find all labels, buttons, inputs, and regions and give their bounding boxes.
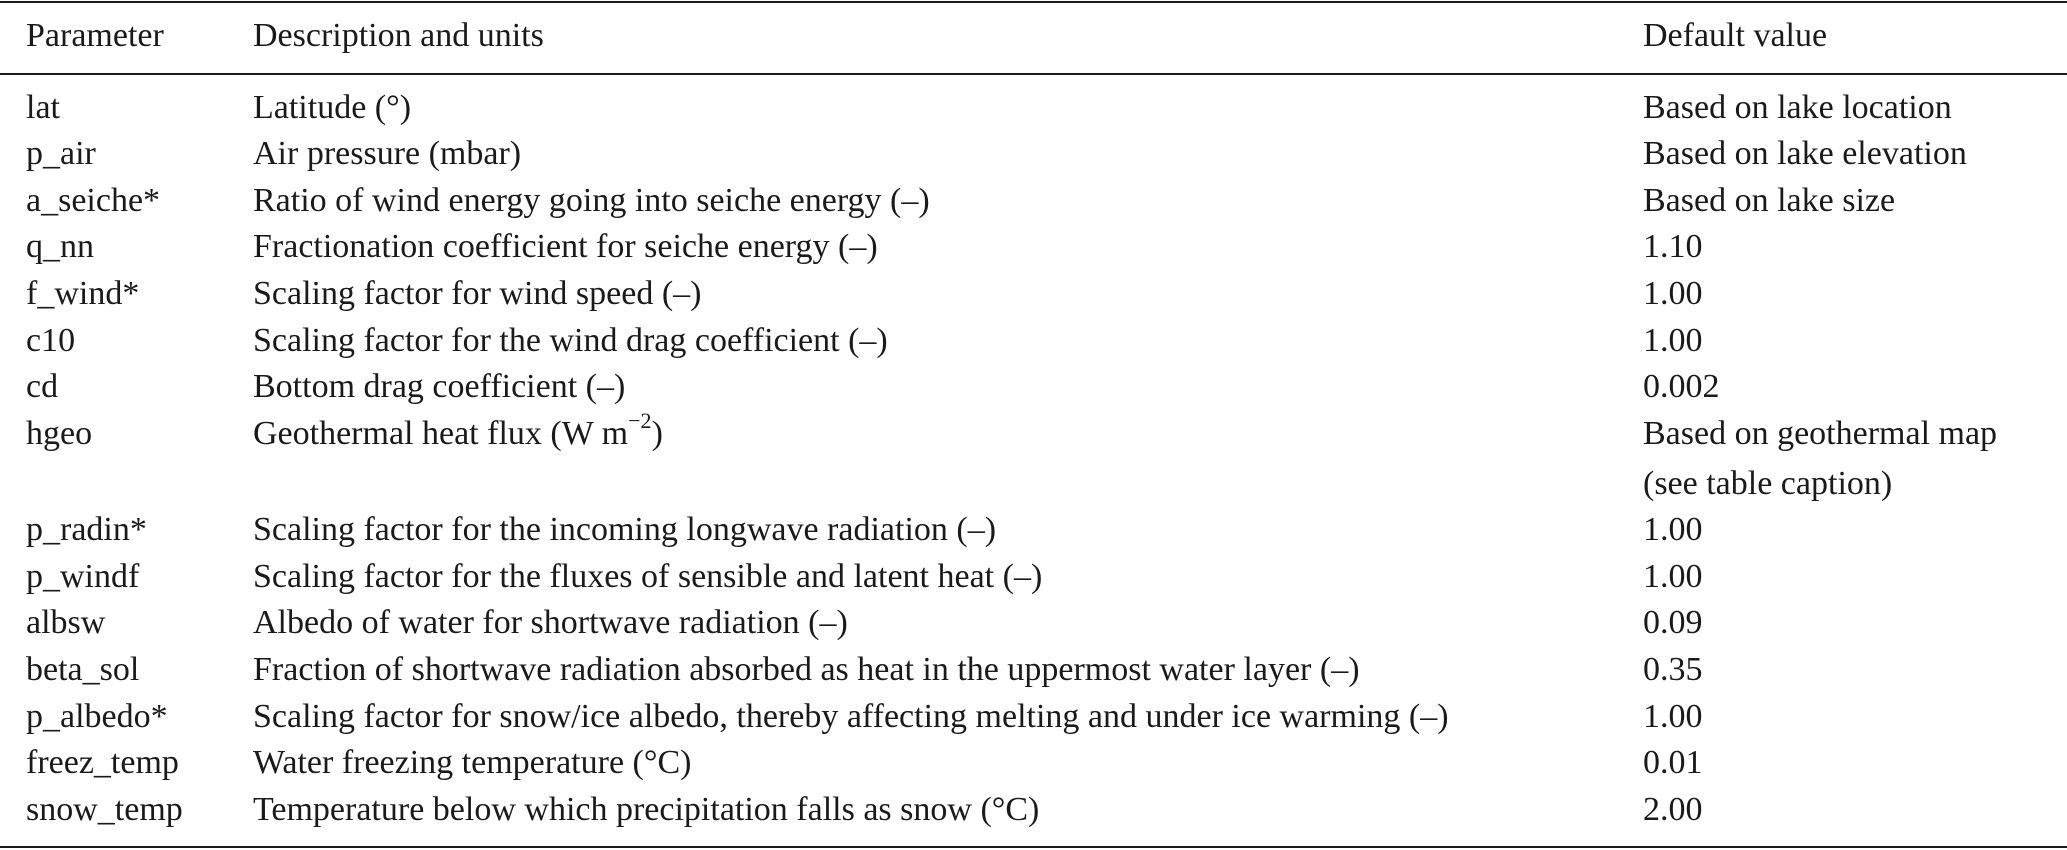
cell-parameter: p_windf	[26, 558, 140, 595]
cell-default: Based on lake size	[1643, 182, 1896, 219]
cell-description: Fractionation coefficient for seiche energy (–)	[253, 228, 878, 265]
cell-parameter: q_nn	[26, 228, 94, 265]
cell-parameter: cd	[26, 368, 59, 405]
cell-default: 1.00	[1643, 558, 1703, 595]
cell-default: 1.10	[1643, 228, 1703, 265]
table-top-rule	[0, 1, 2067, 3]
cell-parameter: c10	[26, 322, 76, 359]
table-bottom-rule	[0, 846, 2067, 848]
header-default-value: Default value	[1643, 17, 1828, 54]
cell-description: Air pressure (mbar)	[253, 135, 522, 172]
cell-default: 0.01	[1643, 744, 1703, 781]
cell-parameter: lat	[26, 89, 60, 126]
cell-parameter: p_air	[26, 135, 96, 172]
cell-default-line2: (see table caption)	[1643, 465, 1893, 502]
description-text-end: )	[651, 415, 663, 452]
cell-parameter: snow_temp	[26, 791, 183, 828]
cell-parameter: beta_sol	[26, 651, 140, 688]
cell-parameter: f_wind*	[26, 275, 140, 312]
header-description: Description and units	[253, 17, 544, 54]
cell-description: Scaling factor for snow/ice albedo, thereby affecting melting and under ice warming (–)	[253, 698, 1449, 735]
cell-default: 1.00	[1643, 698, 1703, 735]
cell-default: Based on lake location	[1643, 89, 1952, 126]
cell-parameter: a_seiche*	[26, 182, 161, 219]
cell-description: Fraction of shortwave radiation absorbed as heat in the uppermost water layer (–)	[253, 651, 1360, 688]
cell-description	[253, 407, 663, 457]
cell-default: 0.35	[1643, 651, 1703, 688]
cell-description: Latitude (°)	[253, 89, 412, 126]
cell-parameter: hgeo	[26, 415, 93, 452]
cell-default: 1.00	[1643, 275, 1703, 312]
description-text: Geothermal heat flux (W m	[253, 415, 629, 452]
header-parameter: Parameter	[26, 17, 164, 54]
cell-description: Scaling factor for wind speed (–)	[253, 275, 702, 312]
cell-parameter: p_albedo*	[26, 698, 168, 735]
cell-default: 1.00	[1643, 322, 1703, 359]
cell-description: Scaling factor for the incoming longwave radiation (–)	[253, 511, 997, 548]
cell-default: Based on geothermal map	[1643, 415, 1998, 452]
cell-default: 1.00	[1643, 511, 1703, 548]
cell-description: Albedo of water for shortwave radiation (–)	[253, 604, 848, 641]
description-superscript: −2	[628, 407, 652, 433]
cell-default: 0.002	[1643, 368, 1720, 405]
table-header-rule	[0, 73, 2067, 75]
cell-parameter: freez_temp	[26, 744, 179, 781]
cell-default: 2.00	[1643, 791, 1703, 828]
cell-description: Scaling factor for the fluxes of sensible and latent heat (–)	[253, 558, 1043, 595]
cell-description: Scaling factor for the wind drag coefficient (–)	[253, 322, 888, 359]
cell-description: Water freezing temperature (°C)	[253, 744, 692, 781]
cell-default: 0.09	[1643, 604, 1703, 641]
cell-default: Based on lake elevation	[1643, 135, 1967, 172]
cell-description: Bottom drag coefficient (–)	[253, 368, 626, 405]
cell-parameter: p_radin*	[26, 511, 147, 548]
cell-description: Temperature below which precipitation falls as snow (°C)	[253, 791, 1040, 828]
cell-parameter: albsw	[26, 604, 106, 641]
cell-description: Ratio of wind energy going into seiche energy (–)	[253, 182, 930, 219]
